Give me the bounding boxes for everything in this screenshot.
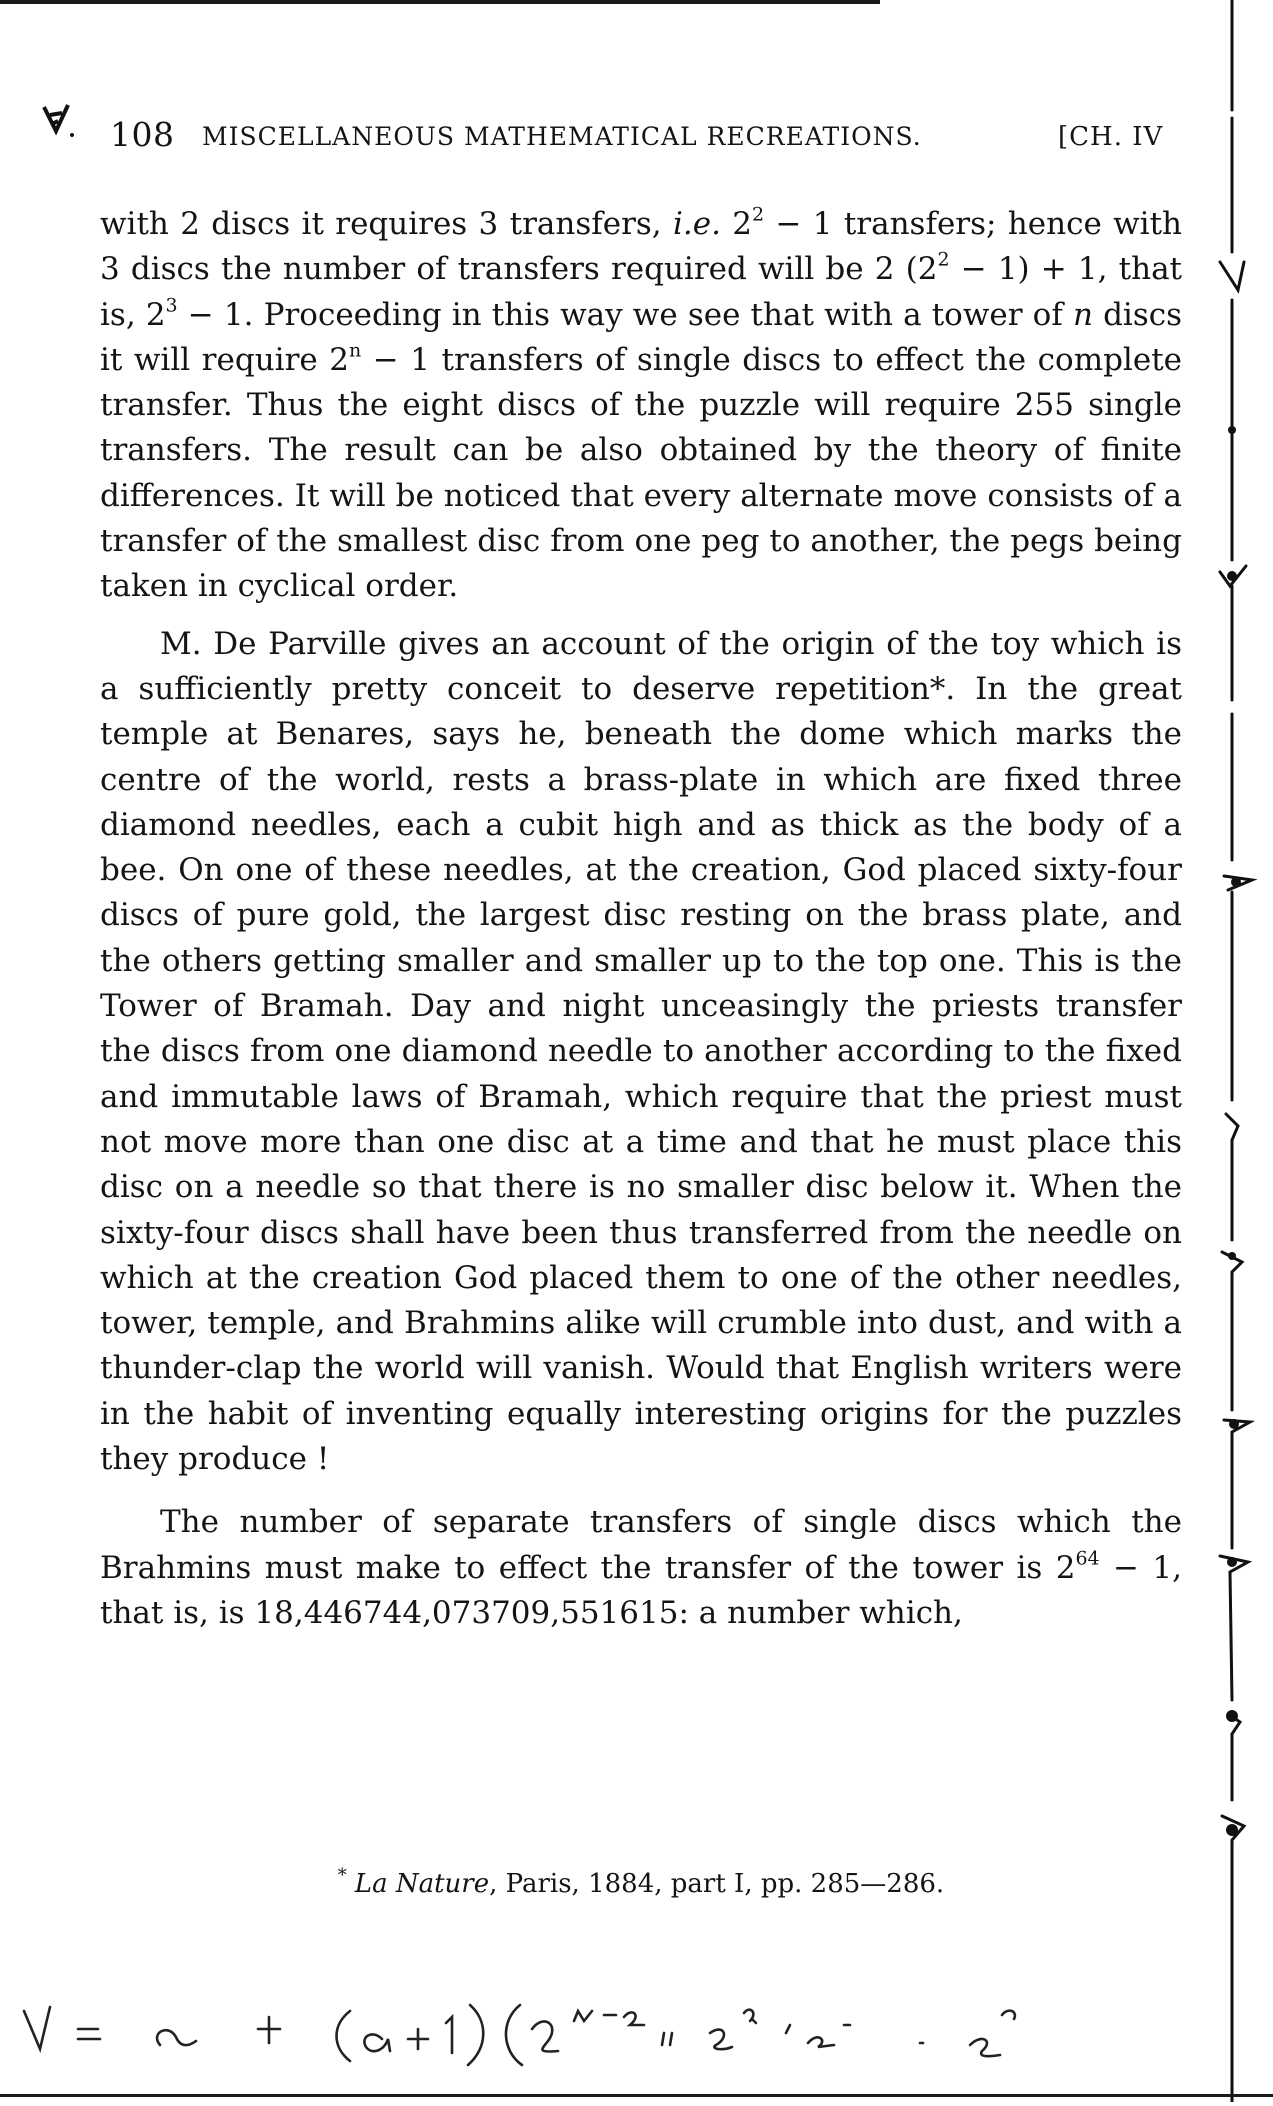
running-header: [110, 115, 1190, 175]
footnote-title: La Nature: [354, 1868, 490, 1899]
page-bottom-rule: [0, 2094, 1273, 2097]
ink-mark-icon: [36, 101, 76, 141]
paragraph: The number of separate transfers of single discs which the Brahmins must make to effect the transfer of the tower is $2^{64} - 1$, that is, is 18,446744,073709,551615: a number which,: [100, 1504, 1182, 1631]
binding-edge-icon: [1214, 0, 1273, 2102]
chapter-label: [CH. IV: [1058, 122, 1164, 152]
handwritten-note: [10, 1985, 1070, 2070]
handwritten-formula: [10, 1985, 1070, 2070]
binding-gutter: [1214, 0, 1273, 2102]
page-number: 108: [110, 115, 175, 154]
running-title: MISCELLANEOUS MATHEMATICAL RECREATIONS.: [202, 122, 922, 151]
footnote-text: , Paris, 1884, part I, pp. 285—286.: [489, 1868, 945, 1899]
footnote-reference: *: [929, 670, 946, 707]
page-top-rule: [0, 0, 880, 4]
paragraph: M. De Parville gives an account of the origin of the toy which is a sufficiently pretty conceit to deserve repetition*. In the great temple at Benares, says he, beneath the dome which marks the centre of the world, rests a brass-plate in which are fixed three diamond needles, each a cubit high and as thick as the body of a bee. On one of these needles, at the creation, God placed sixty-four discs of pure gold, the largest disc resting on the brass plate, and the others getting smaller and smaller up to the top one. This is the Tower of Bramah. Day and night unceasingly the priests transfer the discs from one diamond needle to another according to the fixed and immutable laws of Bramah, which require that the priest must not move more than one disc at a time and that he must place this disc on a needle so that there is no smaller disc below it. When the sixty-four discs shall have been thus transferred from the needle on which at the creation God placed them to one of the other needles, tower, temple, and Brahmins alike will crumble into dust, and with a thunder-clap the world will vanish. Would that English writers were in the habit of inventing equally interesting origins for the puzzles they produce !: [100, 625, 1182, 1478]
footnote: [100, 1860, 1182, 1900]
paragraph: with 2 discs it requires 3 transfers, i.e. $2^2 - 1$ transfers; hence with 3 discs the number of transfers required will be 2 $(2^2 - 1) + 1$, that is, $2^3 - 1$. Proceeding in this way we see that with a tower of n discs it will require $2^n - 1$ transfers of single discs to effect the complete transfer. Thus the eight discs of the puzzle will require 255 single transfers. The result can be also obtained by the theory of finite differences. It will be noticed that every alternate move consists of a transfer of the smallest disc from one peg to another, the pegs being taken in cyclical order.: [100, 203, 1183, 605]
footnote-marker: *: [337, 1865, 347, 1886]
body-text: [100, 202, 1182, 1636]
